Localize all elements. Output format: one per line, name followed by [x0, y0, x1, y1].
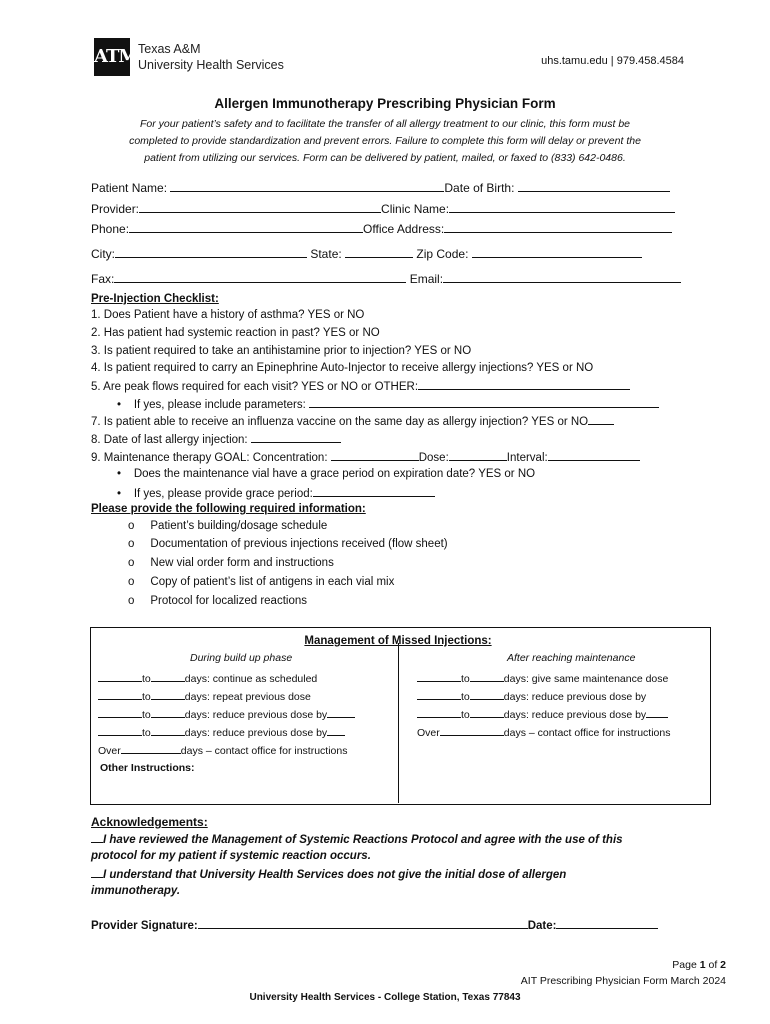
ack-item-1: [91, 832, 623, 846]
to-field[interactable]: [470, 689, 504, 700]
ack-item-2: [91, 867, 566, 881]
right-subheading: After reaching maintenance: [507, 652, 636, 664]
to-field[interactable]: [151, 725, 185, 736]
footer-address: University Health Services - College Station, Texas 77843: [249, 992, 521, 1003]
patient-name-field[interactable]: [170, 181, 444, 192]
circle-bullet-icon: o: [128, 557, 135, 569]
fax-field[interactable]: [114, 272, 406, 283]
to-label: to: [142, 673, 151, 685]
q9-sub2-row: [117, 486, 435, 500]
page-number: [672, 959, 726, 971]
over-field[interactable]: [121, 743, 181, 754]
to-field[interactable]: [470, 671, 504, 682]
from-field[interactable]: [417, 689, 461, 700]
page-title: Allergen Immunotherapy Prescribing Physician Form: [214, 96, 556, 111]
checklist-q1: 1. Does Patient have a history of asthma? YES or NO: [91, 309, 365, 321]
circle-bullet-icon: o: [128, 538, 135, 550]
row-text: days: reduce previous dose by: [503, 691, 647, 703]
page-of: of: [705, 959, 721, 971]
list-item-text: Copy of patient’s list of antigens in each vial mix: [150, 576, 395, 588]
signature-field[interactable]: [198, 918, 528, 929]
from-field[interactable]: [98, 689, 142, 700]
signature-label: Provider Signature:: [91, 920, 198, 932]
org-name: [138, 41, 284, 73]
to-label: to: [461, 691, 470, 703]
date-label: Date:: [527, 920, 557, 932]
email-field[interactable]: [443, 272, 681, 283]
checklist-q3: 3. Is patient required to take an antihistamine prior to injection? YES or NO: [91, 345, 472, 357]
right-over-row: [417, 725, 671, 739]
fax-label: Fax:: [91, 272, 115, 286]
list-item-text: Patient’s building/dosage schedule: [150, 520, 328, 532]
checklist-q9: 9. Maintenance therapy GOAL: Concentration:: [91, 452, 328, 464]
over-field[interactable]: [440, 725, 504, 736]
state-field[interactable]: [345, 247, 413, 258]
page-prefix: Page: [672, 959, 700, 971]
office-field[interactable]: [444, 222, 672, 233]
logo-mark: ATM: [94, 46, 138, 67]
left-over-row: [98, 743, 348, 757]
checklist-q5: 5. Are peak flows required for each visit? YES or NO or OTHER:: [91, 381, 419, 393]
reduce-by-field[interactable]: [646, 707, 668, 718]
reduce-by-field[interactable]: [327, 725, 345, 736]
right-row: [417, 671, 668, 685]
to-field[interactable]: [151, 689, 185, 700]
row-text: days: reduce previous dose by: [184, 709, 328, 721]
circle-bullet-icon: o: [128, 520, 135, 532]
list-item: [128, 595, 307, 607]
ack-line-4: immunotherapy.: [91, 885, 181, 897]
checklist-q8-row: [91, 432, 341, 446]
checklist-q8: 8. Date of last allergy injection:: [91, 434, 248, 446]
date-field[interactable]: [556, 918, 658, 929]
contact-info: uhs.tamu.edu | 979.458.4584: [541, 55, 684, 67]
checklist-q7-row: [91, 414, 614, 428]
to-field[interactable]: [151, 671, 185, 682]
row-text: days – contact office for instructions: [180, 745, 348, 757]
reduce-by-field[interactable]: [327, 707, 355, 718]
ack-check-2[interactable]: [91, 867, 103, 878]
left-row: [98, 689, 311, 703]
checklist-q9-row: [91, 450, 640, 464]
intro-line: patient from utilizing our services. Form can be delivered by patient, mailed, or faxed to (833) 642-0486.: [144, 152, 626, 164]
circle-bullet-icon: o: [128, 576, 135, 588]
q7-field[interactable]: [588, 414, 614, 425]
parameters-field[interactable]: [309, 397, 659, 408]
org-line-2: University Health Services: [138, 58, 284, 72]
fax-row: [91, 272, 681, 286]
checklist-q7: 7. Is patient able to receive an influenza vaccine on the same day as allergy injection? YES or NO: [91, 416, 589, 428]
row-text: days: give same maintenance dose: [503, 673, 669, 685]
left-row: [98, 725, 345, 739]
to-label: to: [142, 709, 151, 721]
org-line-1: Texas A&M: [138, 42, 201, 56]
list-item: [128, 557, 334, 569]
dose-label: Dose:: [418, 452, 449, 464]
city-field[interactable]: [115, 247, 307, 258]
concentration-field[interactable]: [331, 450, 419, 461]
interval-field[interactable]: [548, 450, 640, 461]
to-field[interactable]: [151, 707, 185, 718]
row-text: days: reduce previous dose by: [503, 709, 647, 721]
dose-field[interactable]: [449, 450, 507, 461]
patient-name-row: [91, 181, 670, 195]
phone-row: [91, 222, 672, 236]
ack-heading: Acknowledgements:: [91, 815, 208, 829]
provider-row: [91, 202, 675, 216]
to-label: to: [461, 673, 470, 685]
city-label: City:: [91, 247, 115, 261]
clinic-field[interactable]: [449, 202, 675, 213]
checklist-q5-row: [91, 379, 630, 393]
over-label: Over: [98, 745, 121, 757]
list-item-text: Documentation of previous injections received (flow sheet): [150, 538, 448, 550]
checklist-heading: Pre-Injection Checklist:: [91, 293, 219, 305]
provider-field[interactable]: [139, 202, 381, 213]
form-name: AIT Prescribing Physician Form March 2024: [520, 975, 726, 987]
ack-line-3: I understand that University Health Services does not give the initial dose of allergen: [103, 869, 567, 881]
ack-line-2: protocol for my patient if systemic reaction occurs.: [91, 850, 371, 862]
from-field[interactable]: [98, 671, 142, 682]
right-row: [417, 707, 668, 721]
q9-sub2: If yes, please provide grace period:: [133, 488, 313, 500]
to-field[interactable]: [470, 707, 504, 718]
list-item: [128, 538, 448, 550]
ack-check-1[interactable]: [91, 832, 103, 843]
circle-bullet-icon: o: [128, 595, 135, 607]
from-field[interactable]: [98, 725, 142, 736]
state-label: State:: [310, 247, 342, 261]
phone-field[interactable]: [129, 222, 363, 233]
page-num: 1: [699, 959, 706, 971]
list-item-text: Protocol for localized reactions: [150, 595, 307, 607]
grace-period-field[interactable]: [313, 486, 435, 497]
column-divider: [398, 643, 399, 803]
list-item: [128, 576, 394, 588]
list-item: [128, 520, 327, 532]
checklist-q2: 2. Has patient had systemic reaction in past? YES or NO: [91, 327, 380, 339]
patient-name-label: Patient Name:: [91, 181, 168, 195]
interval-label: Interval:: [506, 452, 548, 464]
to-label: to: [142, 727, 151, 739]
q5-sub: If yes, please include parameters:: [133, 399, 306, 411]
intro-text: [60, 116, 710, 167]
zip-field[interactable]: [472, 247, 642, 258]
clinic-label: Clinic Name:: [381, 202, 450, 216]
row-text: days: reduce previous dose by: [184, 727, 328, 739]
bullet-icon: •: [117, 468, 122, 480]
q9-sub1: Does the maintenance vial have a grace period on expiration date? YES or NO: [133, 468, 536, 480]
row-text: days: continue as scheduled: [184, 673, 318, 685]
row-text: days: repeat previous dose: [184, 691, 311, 703]
page-total: 2: [720, 959, 726, 971]
missed-heading: Management of Missed Injections:: [304, 635, 492, 647]
signature-row: [91, 918, 658, 932]
intro-line: For your patient’s safety and to facilitate the transfer of all allergy treatment to our clinic, this form must be: [139, 118, 631, 130]
list-item-text: New vial order form and instructions: [150, 557, 334, 569]
other-instructions-label: Other Instructions:: [100, 762, 195, 774]
to-label: to: [461, 709, 470, 721]
checklist-q4: 4. Is patient required to carry an Epinephrine Auto-Injector to receive allergy injections? YES or NO: [91, 362, 594, 374]
phone-label: Phone:: [91, 222, 130, 236]
row-text: days – contact office for instructions: [503, 727, 671, 739]
q5-other-field[interactable]: [418, 379, 630, 390]
right-row: [417, 689, 646, 703]
from-field[interactable]: [417, 707, 461, 718]
bullet-icon: •: [117, 399, 122, 411]
from-field[interactable]: [98, 707, 142, 718]
dob-label: Date of Birth:: [444, 181, 515, 195]
from-field[interactable]: [417, 671, 461, 682]
zip-label: Zip Code:: [416, 247, 469, 261]
city-row: [91, 247, 642, 261]
tamu-logo: [94, 38, 138, 76]
q5-sub-row: [117, 397, 659, 411]
over-label: Over: [417, 727, 440, 739]
left-row: [98, 707, 355, 721]
office-label: Office Address:: [363, 222, 445, 236]
required-heading: Please provide the following required information:: [91, 503, 366, 515]
left-row: [98, 671, 317, 685]
provider-label: Provider:: [91, 202, 140, 216]
intro-line: completed to provide standardization and prevent errors. Failure to complete this form will delay or prevent the: [129, 135, 641, 147]
email-label: Email:: [409, 272, 444, 286]
to-label: to: [142, 691, 151, 703]
dob-field[interactable]: [518, 181, 670, 192]
q9-sub1-row: [117, 468, 535, 480]
ack-line-1: I have reviewed the Management of Systemic Reactions Protocol and agree with the use of this: [103, 834, 623, 846]
left-subheading: During build up phase: [190, 652, 293, 664]
last-injection-field[interactable]: [251, 432, 341, 443]
bullet-icon: •: [117, 488, 122, 500]
